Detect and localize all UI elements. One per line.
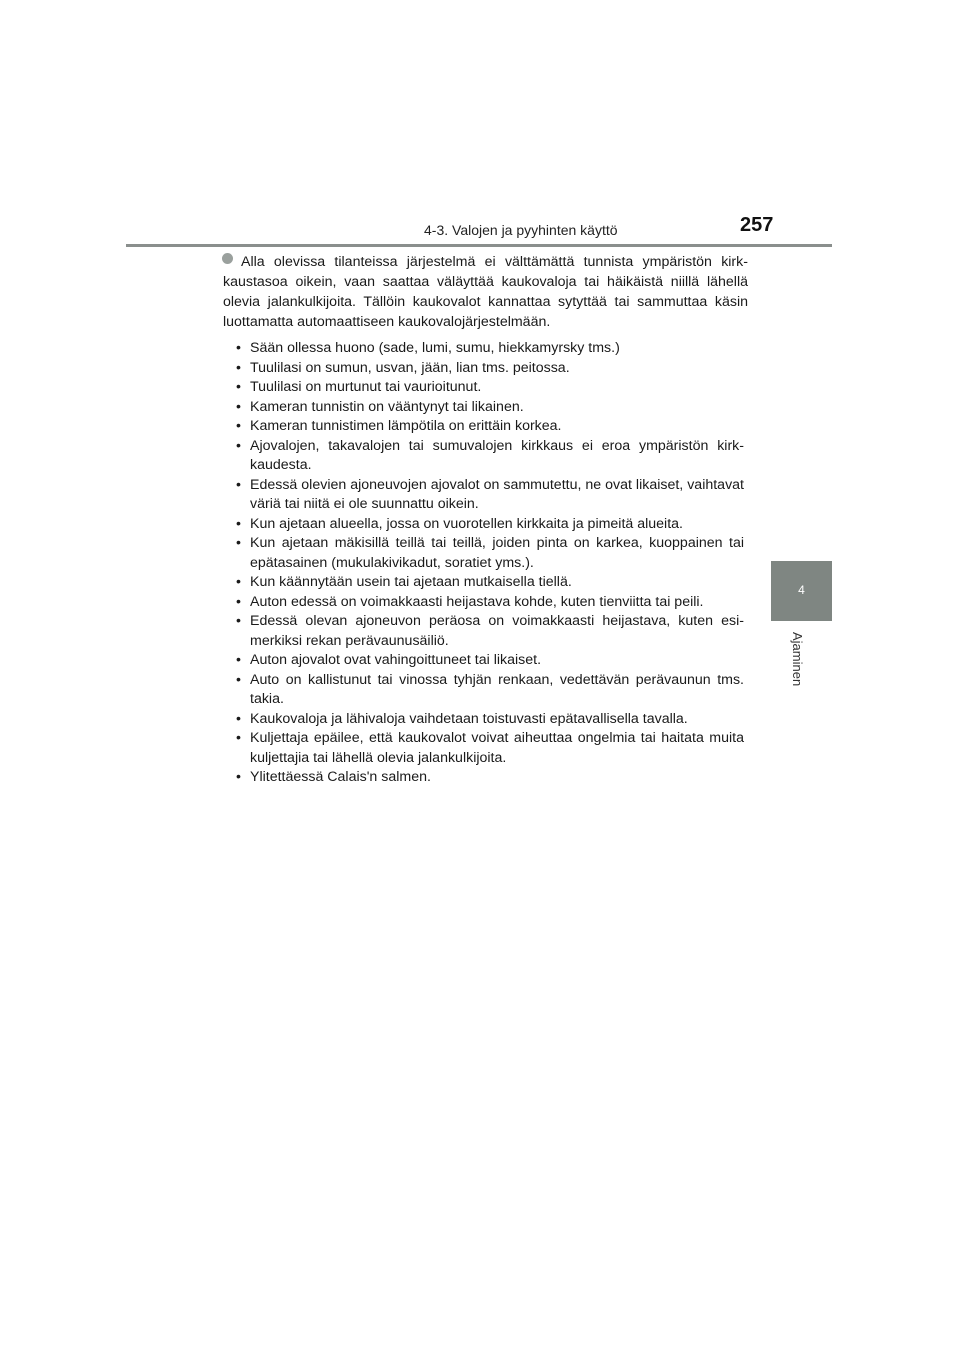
bullet-icon: •: [236, 340, 241, 356]
bullet-icon: •: [236, 379, 241, 395]
list-item: • Kun käännytään usein tai ajetaan mutkaisella tiellä.: [236, 573, 744, 593]
bullet-icon: •: [236, 769, 241, 785]
bullet-icon: •: [236, 437, 241, 454]
circle-bullet-icon: [222, 253, 233, 264]
list-item: • Kun ajetaan alueella, jossa on vuorotellen kirkkaita ja pimeitä alueita.: [236, 515, 744, 535]
list-item: • Kaukovaloja ja lähivaloja vaihdetaan toistuvasti epätavallisella tavalla.: [236, 710, 744, 730]
list-item: • Ylitettäessä Calais'n salmen.: [236, 768, 744, 788]
bullet-icon: •: [236, 671, 241, 688]
bullet-icon: •: [236, 359, 241, 376]
bullet-icon: •: [236, 535, 241, 551]
list-item: • Tuulilasi on murtunut tai vaurioitunut.: [236, 378, 744, 398]
bullet-icon: •: [236, 710, 241, 727]
bullet-icon: •: [236, 613, 241, 629]
bullet-icon: •: [236, 398, 241, 415]
list-item: • Kuljettaja epäilee, että kaukovalot voivat aiheuttaa ongelmia tai haitata muita kuljettajia tai lähellä olevia jalankulkijoita.: [236, 730, 744, 766]
list-item: • Kameran tunnistimen lämpötila on erittäin korkea.: [236, 417, 744, 437]
bullet-icon: •: [236, 730, 241, 746]
intro-text: Alla olevissa tilanteissa järjestelmä ei välttämättä tunnista ympäristön kirkkaustasoa oikein, vaan saattaa väläyttää kaukovaloja tai häikäistä niillä lähellä olevia jalankulkijoita. Tällöin kaukovalot kannattaa sytyttää tai sammuttaa käsin luottamatta automaattiseen kaukovalojärjestelmään.: [223, 254, 748, 330]
bullet-icon: •: [236, 652, 241, 668]
bullet-icon: •: [236, 515, 241, 532]
bullet-icon: •: [236, 418, 241, 434]
list-item: • Kun ajetaan mäkisillä teillä tai teillä, joiden pinta on karkea, kuoppainen tai epätasainen (mukulakivikadut, soratiet yms.).: [236, 535, 744, 571]
chapter-tab: [771, 561, 832, 621]
page-number: 257: [740, 214, 774, 236]
chapter-label: Ajaminen: [790, 632, 805, 687]
list-item: • Auton ajovalot ovat vahingoittuneet tai likaiset.: [236, 651, 744, 671]
chapter-number: 4: [798, 583, 805, 597]
bullet-icon: •: [236, 593, 241, 610]
list-item: • Edessä olevan ajoneuvon peräosa on voimakkaasti heijastava, kuten esimerkiksi rekan perävaunusäiliö.: [236, 613, 744, 649]
intro-paragraph: [223, 252, 748, 332]
section-title: 4-3. Valojen ja pyyhinten käyttö: [424, 222, 618, 238]
condition-list: [236, 339, 744, 788]
list-item: • Auto on kallistunut tai vinossa tyhjän renkaan, vedettävän perävaunun tms. takia.: [236, 671, 744, 707]
bullet-icon: •: [236, 476, 241, 493]
list-item: • Auton edessä on voimakkaasti heijastava kohde, kuten tienviitta tai peili.: [236, 593, 744, 613]
list-item: • Edessä olevien ajoneuvojen ajovalot on sammutettu, ne ovat likaiset, vaihtavat väriä tai niitä ei ole suunnattu oikein.: [236, 476, 744, 512]
list-item: • Tuulilasi on sumun, usvan, jään, lian tms. peitossa.: [236, 359, 744, 379]
bullet-icon: •: [236, 574, 241, 590]
list-item: • Ajovalojen, takavalojen tai sumuvalojen kirkkaus ei eroa ympäristön kirkkaudesta.: [236, 437, 744, 473]
list-item: • Kameran tunnistin on vääntynyt tai likainen.: [236, 398, 744, 418]
list-item: • Sään ollessa huono (sade, lumi, sumu, hiekkamyrsky tms.): [236, 339, 744, 359]
header-divider: [126, 244, 832, 247]
